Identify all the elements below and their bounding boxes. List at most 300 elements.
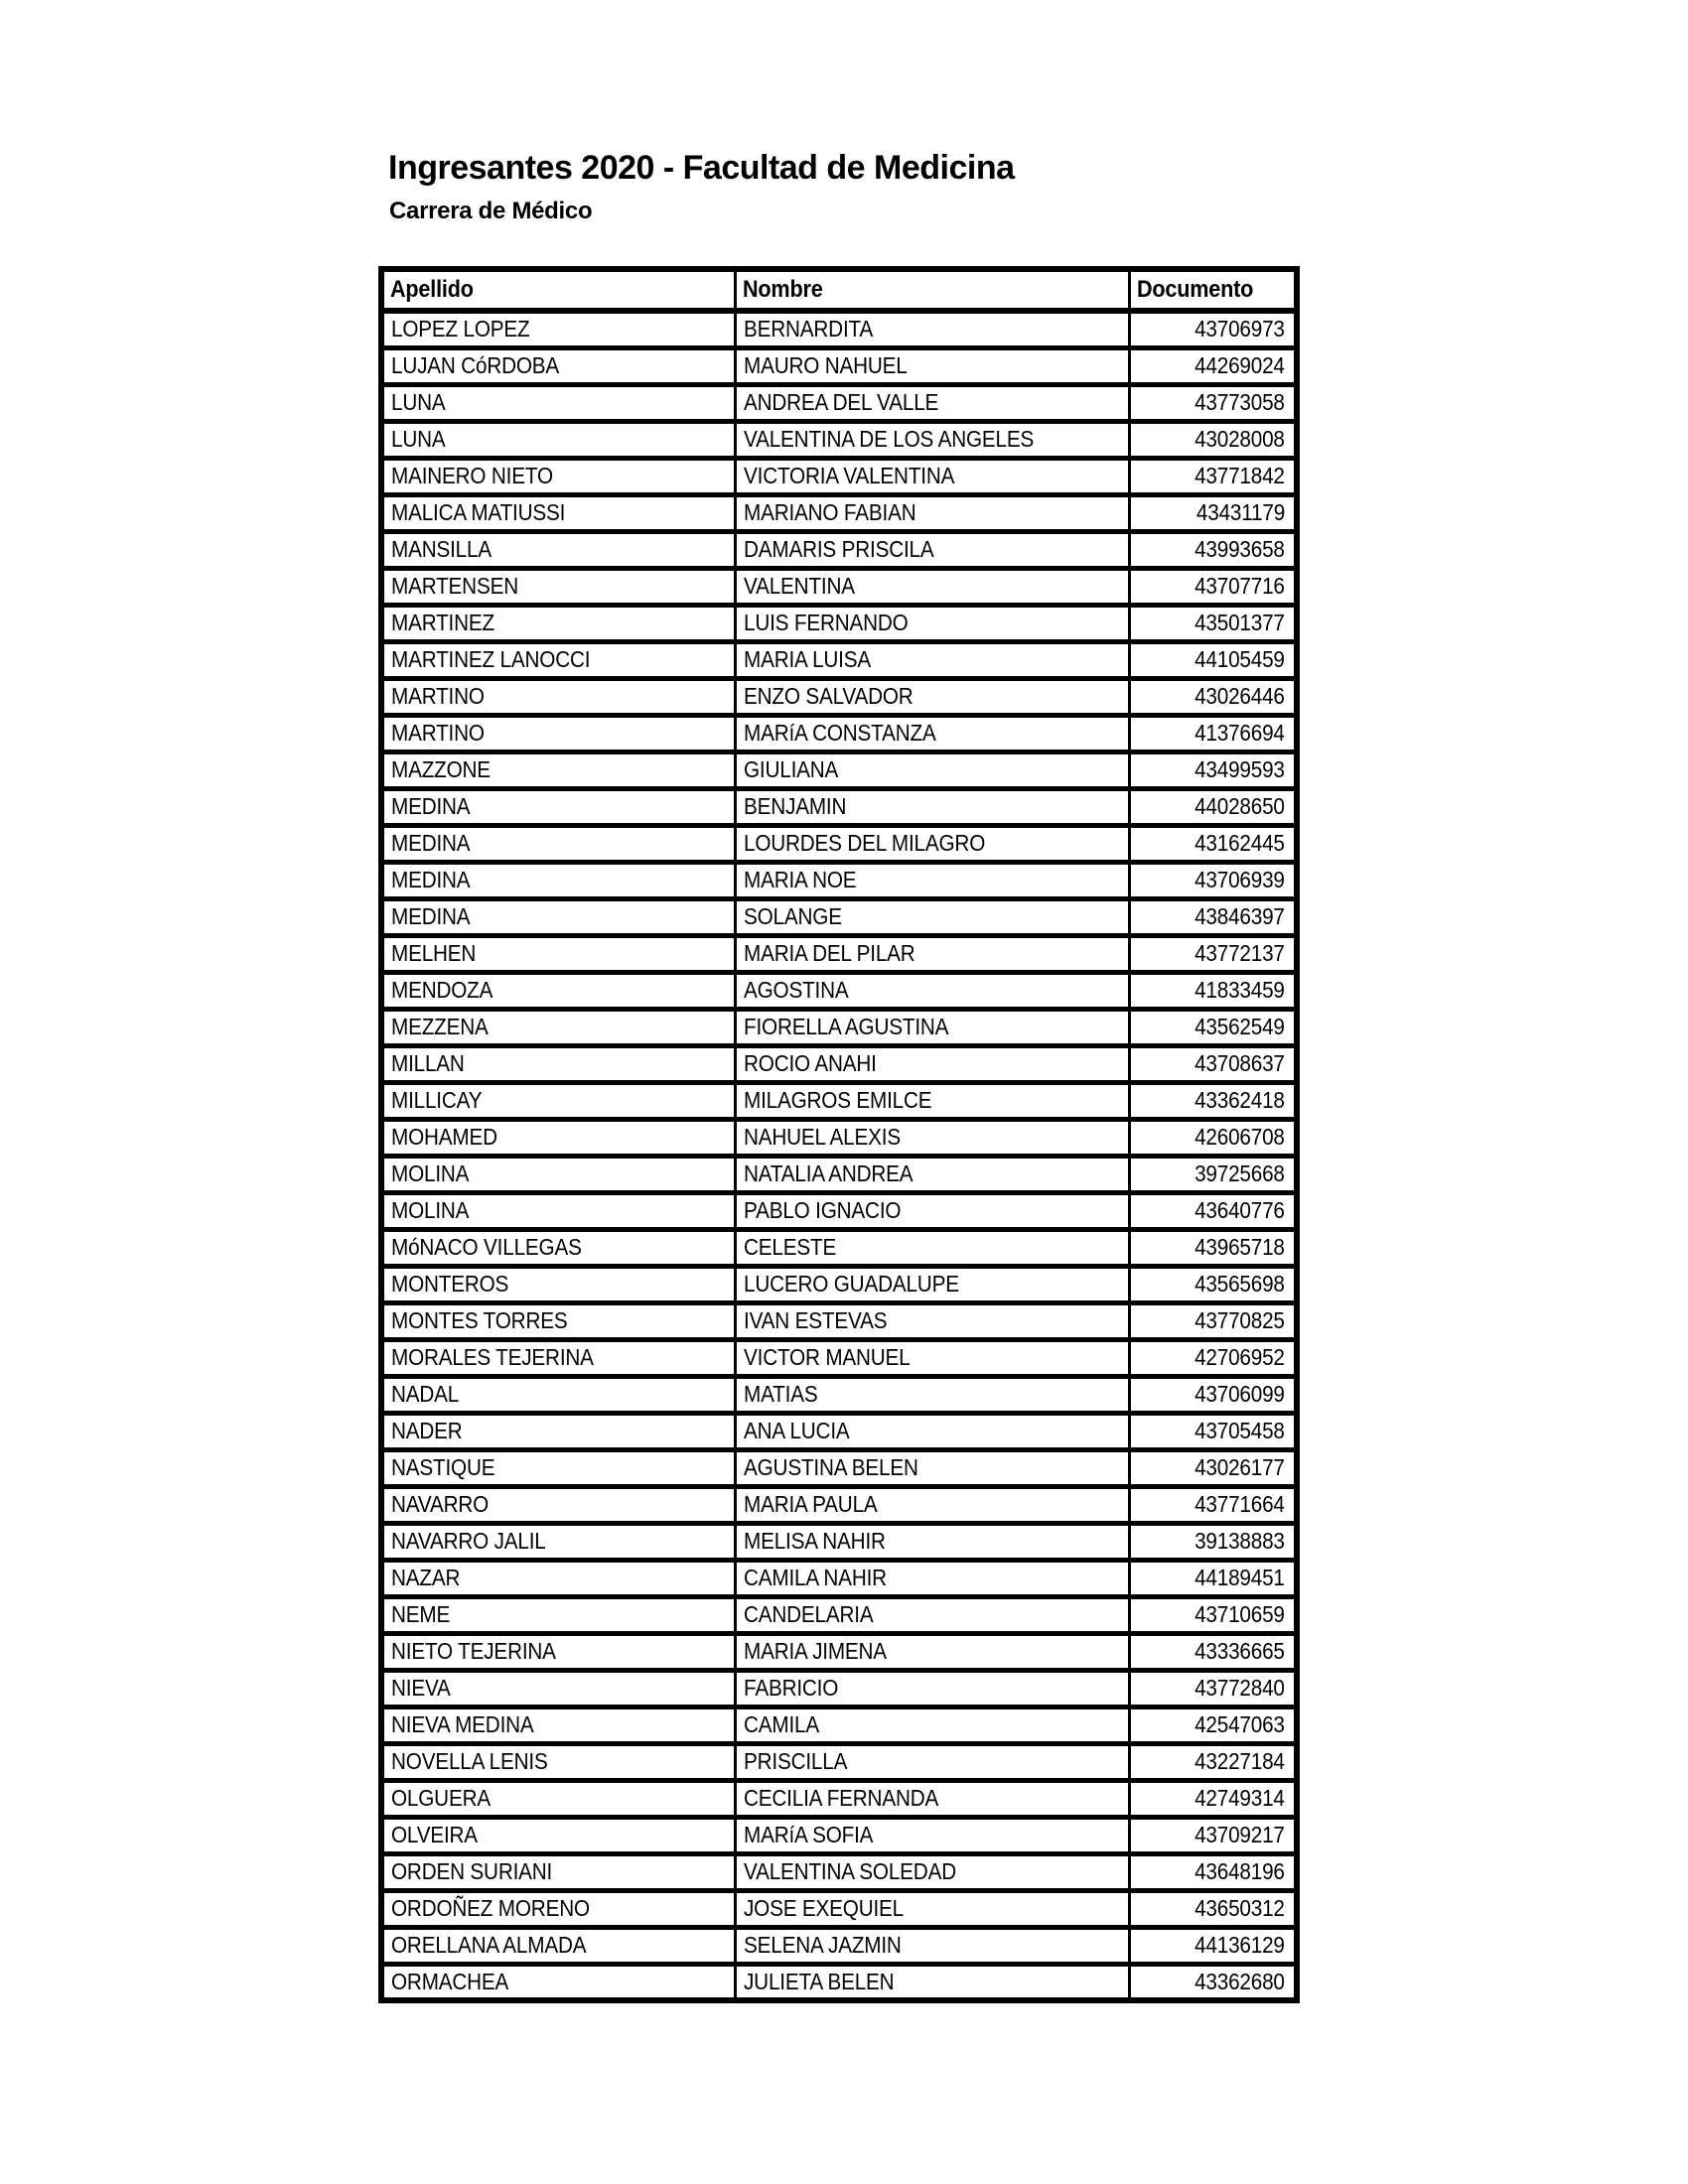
nombre-cell-text: MARíA SOFIA — [743, 1822, 873, 1847]
nombre-cell — [735, 641, 1129, 678]
apellido-cell — [381, 1119, 735, 1156]
nombre-cell — [735, 972, 1129, 1009]
table-body — [381, 311, 1297, 2000]
documento-cell-text: 43362418 — [1195, 1087, 1285, 1113]
nombre-cell — [735, 1523, 1129, 1560]
nombre-cell — [735, 1817, 1129, 1853]
documento-cell-text: 43771664 — [1195, 1491, 1285, 1517]
apellido-cell-text: NADAL — [391, 1381, 460, 1407]
documento-cell — [1129, 1670, 1297, 1706]
apellido-cell — [381, 1633, 735, 1670]
documento-cell-text: 43227184 — [1195, 1748, 1285, 1774]
documento-cell — [1129, 384, 1297, 421]
apellido-cell — [381, 1890, 735, 1927]
nombre-cell-text: VALENTINA SOLEDAD — [743, 1858, 956, 1884]
nombre-cell — [735, 1670, 1129, 1706]
apellido-cell — [381, 1266, 735, 1302]
table-row — [381, 1156, 1297, 1192]
documento-cell — [1129, 1192, 1297, 1229]
apellido-cell-text: LUNA — [391, 426, 446, 452]
documento-cell — [1129, 715, 1297, 751]
apellido-cell-text: ORMACHEA — [391, 1968, 509, 1994]
nombre-cell — [735, 1339, 1129, 1376]
nombre-cell — [735, 1890, 1129, 1927]
documento-cell — [1129, 1596, 1297, 1633]
documento-cell-text: 44028650 — [1195, 793, 1285, 819]
table-row — [381, 531, 1297, 568]
documento-cell — [1129, 1413, 1297, 1449]
nombre-cell-text: FIORELLA AGUSTINA — [743, 1014, 948, 1039]
column-header-nombre — [735, 269, 1129, 311]
documento-cell-text: 39138883 — [1195, 1528, 1285, 1554]
nombre-cell-text: VICTORIA VALENTINA — [743, 463, 954, 488]
nombre-cell-text: JULIETA BELEN — [743, 1968, 894, 1994]
nombre-cell — [735, 1927, 1129, 1964]
apellido-cell-text: MARTINEZ — [391, 610, 494, 635]
documento-cell-text: 44189451 — [1195, 1565, 1285, 1590]
table-row — [381, 568, 1297, 605]
apellido-cell — [381, 1853, 735, 1890]
documento-cell-text: 43026177 — [1195, 1454, 1285, 1480]
nombre-cell-text: CELESTE — [743, 1234, 836, 1260]
apellido-cell-text: MAZZONE — [391, 756, 491, 782]
nombre-cell-text: AGOSTINA — [743, 977, 849, 1003]
nombre-cell — [735, 898, 1129, 935]
apellido-cell — [381, 1302, 735, 1339]
documento-cell — [1129, 1706, 1297, 1743]
documento-cell-text: 44136129 — [1195, 1932, 1285, 1958]
documento-cell — [1129, 1339, 1297, 1376]
table-row — [381, 825, 1297, 862]
apellido-cell-text: NIEVA — [391, 1675, 451, 1701]
nombre-cell-text: DAMARIS PRISCILA — [743, 536, 934, 562]
table-row — [381, 1009, 1297, 1045]
table-row — [381, 1817, 1297, 1853]
documento-cell — [1129, 494, 1297, 531]
nombre-cell-text: MARIA LUISA — [743, 646, 871, 672]
documento-cell — [1129, 1119, 1297, 1156]
header-row — [381, 269, 1297, 311]
documento-cell — [1129, 1743, 1297, 1780]
nombre-cell — [735, 1706, 1129, 1743]
apellido-cell — [381, 641, 735, 678]
apellido-cell — [381, 1376, 735, 1413]
table-row — [381, 641, 1297, 678]
documento-cell — [1129, 898, 1297, 935]
documento-cell-text: 43362680 — [1195, 1968, 1285, 1994]
apellido-cell-text: ORELLANA ALMADA — [391, 1932, 587, 1958]
apellido-cell — [381, 715, 735, 751]
nombre-cell — [735, 1156, 1129, 1192]
apellido-cell-text: MEDINA — [391, 830, 471, 856]
nombre-cell — [735, 788, 1129, 825]
documento-cell — [1129, 1890, 1297, 1927]
table-row — [381, 311, 1297, 347]
apellido-cell-text: MOHAMED — [391, 1124, 497, 1150]
table-row — [381, 1192, 1297, 1229]
nombre-cell — [735, 1449, 1129, 1486]
nombre-cell-text: BENJAMIN — [743, 793, 846, 819]
apellido-cell — [381, 862, 735, 898]
table-row — [381, 1670, 1297, 1706]
documento-cell-text: 43650312 — [1195, 1895, 1285, 1921]
nombre-cell-text: MARIA DEL PILAR — [743, 940, 915, 966]
documento-cell — [1129, 862, 1297, 898]
apellido-cell — [381, 935, 735, 972]
documento-cell — [1129, 1964, 1297, 2000]
nombre-cell-text: LUIS FERNANDO — [743, 610, 909, 635]
table-row — [381, 1964, 1297, 2000]
nombre-cell — [735, 1119, 1129, 1156]
documento-cell-text: 42749314 — [1195, 1785, 1285, 1811]
nombre-cell-text: BERNARDITA — [743, 316, 873, 342]
documento-cell — [1129, 458, 1297, 494]
apellido-cell-text: MANSILLA — [391, 536, 492, 562]
documento-cell-text: 43705458 — [1195, 1418, 1285, 1443]
nombre-cell — [735, 458, 1129, 494]
nombre-cell — [735, 568, 1129, 605]
documento-cell-text: 43708637 — [1195, 1050, 1285, 1076]
table-row — [381, 1523, 1297, 1560]
documento-cell — [1129, 421, 1297, 458]
apellido-cell-text: MEDINA — [391, 903, 471, 929]
apellido-cell — [381, 1486, 735, 1523]
apellido-cell — [381, 384, 735, 421]
apellido-cell — [381, 311, 735, 347]
apellido-cell-text: ORDEN SURIANI — [391, 1858, 553, 1884]
table-row — [381, 1302, 1297, 1339]
documento-cell-text: 43710659 — [1195, 1601, 1285, 1627]
table-row — [381, 1045, 1297, 1082]
nombre-cell-text: CAMILA NAHIR — [743, 1565, 887, 1590]
apellido-cell-text: NASTIQUE — [391, 1454, 495, 1480]
apellido-cell-text: NIEVA MEDINA — [391, 1711, 534, 1737]
documento-cell-text: 43501377 — [1195, 610, 1285, 635]
apellido-cell-text: LOPEZ LOPEZ — [391, 316, 530, 342]
nombre-cell-text: CAMILA — [743, 1711, 819, 1737]
nombre-cell-text: FABRICIO — [743, 1675, 838, 1701]
nombre-cell-text: PABLO IGNACIO — [743, 1197, 901, 1223]
apellido-cell — [381, 458, 735, 494]
documento-cell-text: 44269024 — [1195, 352, 1285, 378]
apellido-cell-text: MALICA MATIUSSI — [391, 499, 566, 525]
documento-cell-text: 43709217 — [1195, 1822, 1285, 1847]
nombre-cell-text: CECILIA FERNANDA — [743, 1785, 938, 1811]
documento-cell — [1129, 1045, 1297, 1082]
nombre-cell-text: ENZO SALVADOR — [743, 683, 914, 709]
nombre-cell — [735, 1964, 1129, 2000]
table-row — [381, 1743, 1297, 1780]
documento-cell — [1129, 641, 1297, 678]
apellido-cell-text: OLGUERA — [391, 1785, 491, 1811]
nombre-cell-text: GIULIANA — [743, 756, 838, 782]
table-row — [381, 1706, 1297, 1743]
documento-cell — [1129, 1633, 1297, 1670]
table-row — [381, 788, 1297, 825]
documento-cell-text: 43562549 — [1195, 1014, 1285, 1039]
documento-cell-text: 43707716 — [1195, 573, 1285, 599]
apellido-cell — [381, 1229, 735, 1266]
table-row — [381, 1119, 1297, 1156]
table-row — [381, 421, 1297, 458]
documento-cell — [1129, 1449, 1297, 1486]
apellido-cell — [381, 1670, 735, 1706]
nombre-cell-text: MATIAS — [743, 1381, 817, 1407]
apellido-cell — [381, 568, 735, 605]
documento-cell-text: 43771842 — [1195, 463, 1285, 488]
nombre-cell-text: SOLANGE — [743, 903, 842, 929]
nombre-cell-text: VALENTINA — [743, 573, 855, 599]
nombre-cell — [735, 1192, 1129, 1229]
documento-cell — [1129, 972, 1297, 1009]
apellido-cell-text: LUNA — [391, 389, 446, 415]
documento-cell-text: 43706099 — [1195, 1381, 1285, 1407]
nombre-cell-text: MELISA NAHIR — [743, 1528, 886, 1554]
nombre-cell — [735, 1413, 1129, 1449]
documento-cell-text: 41833459 — [1195, 977, 1285, 1003]
apellido-cell — [381, 421, 735, 458]
nombre-cell-text: MARIA JIMENA — [743, 1638, 887, 1664]
table-row — [381, 862, 1297, 898]
apellido-cell-text: ORDOÑEZ MORENO — [391, 1895, 590, 1921]
apellido-cell — [381, 494, 735, 531]
table-row — [381, 1853, 1297, 1890]
apellido-cell-text: NADER — [391, 1418, 463, 1443]
documento-cell — [1129, 568, 1297, 605]
nombre-cell — [735, 384, 1129, 421]
nombre-cell-text: VALENTINA DE LOS ANGELES — [743, 426, 1034, 452]
table-row — [381, 1082, 1297, 1119]
nombre-cell-text: JOSE EXEQUIEL — [743, 1895, 904, 1921]
nombre-cell-text: ROCIO ANAHI — [743, 1050, 877, 1076]
nombre-cell-text: IVAN ESTEVAS — [743, 1307, 887, 1333]
nombre-cell — [735, 421, 1129, 458]
documento-cell — [1129, 1927, 1297, 1964]
nombre-cell-text: NATALIA ANDREA — [743, 1160, 913, 1186]
apellido-cell — [381, 1009, 735, 1045]
documento-cell-text: 43846397 — [1195, 903, 1285, 929]
nombre-cell-text: CANDELARIA — [743, 1601, 873, 1627]
nombre-cell-text: SELENA JAZMIN — [743, 1932, 902, 1958]
apellido-cell-text: OLVEIRA — [391, 1822, 478, 1847]
apellido-cell — [381, 972, 735, 1009]
table-row — [381, 384, 1297, 421]
table-row — [381, 1449, 1297, 1486]
apellido-cell — [381, 678, 735, 715]
nombre-cell — [735, 494, 1129, 531]
nombre-cell-text: MARíA CONSTANZA — [743, 720, 936, 746]
documento-cell — [1129, 1376, 1297, 1413]
nombre-cell — [735, 1596, 1129, 1633]
apellido-cell — [381, 1780, 735, 1817]
nombre-cell — [735, 862, 1129, 898]
apellido-cell — [381, 751, 735, 788]
documento-cell — [1129, 347, 1297, 384]
table-row — [381, 1486, 1297, 1523]
table-row — [381, 1229, 1297, 1266]
documento-cell — [1129, 605, 1297, 641]
apellido-cell — [381, 898, 735, 935]
nombre-cell — [735, 1045, 1129, 1082]
documento-cell-text: 43706939 — [1195, 867, 1285, 892]
documento-cell — [1129, 1560, 1297, 1596]
table-row — [381, 1927, 1297, 1964]
nombre-cell-text: MAURO NAHUEL — [743, 352, 908, 378]
documento-cell — [1129, 1156, 1297, 1192]
column-header-documento — [1129, 269, 1297, 311]
documento-cell — [1129, 1302, 1297, 1339]
apellido-cell-text: MONTEROS — [391, 1271, 509, 1297]
documento-cell — [1129, 1523, 1297, 1560]
table-row — [381, 935, 1297, 972]
page-title: Ingresantes 2020 - Facultad de Medicina — [388, 149, 1015, 187]
documento-cell-text: 39725668 — [1195, 1160, 1285, 1186]
apellido-cell-text: MAINERO NIETO — [391, 463, 553, 488]
documento-cell — [1129, 935, 1297, 972]
apellido-cell-text: NAVARRO — [391, 1491, 490, 1517]
column-header-apellido-label: Apellido — [390, 276, 474, 303]
apellido-cell-text: MILLICAY — [391, 1087, 483, 1113]
nombre-cell — [735, 1560, 1129, 1596]
apellido-cell — [381, 1082, 735, 1119]
apellido-cell — [381, 1449, 735, 1486]
nombre-cell — [735, 715, 1129, 751]
nombre-cell — [735, 605, 1129, 641]
nombre-cell — [735, 1266, 1129, 1302]
apellido-cell — [381, 1964, 735, 2000]
table-header — [381, 269, 1297, 311]
documento-cell-text: 43770825 — [1195, 1307, 1285, 1333]
documento-cell-text: 41376694 — [1195, 720, 1285, 746]
documento-cell-text: 42706952 — [1195, 1344, 1285, 1370]
nombre-cell — [735, 1376, 1129, 1413]
nombre-cell — [735, 1853, 1129, 1890]
apellido-cell — [381, 788, 735, 825]
table-row — [381, 1780, 1297, 1817]
documento-cell — [1129, 1229, 1297, 1266]
apellido-cell-text: LUJAN CóRDOBA — [391, 352, 560, 378]
documento-cell — [1129, 531, 1297, 568]
apellido-cell — [381, 1596, 735, 1633]
nombre-cell-text: ANDREA DEL VALLE — [743, 389, 938, 415]
documento-cell-text: 43499593 — [1195, 756, 1285, 782]
nombre-cell-text: ANA LUCIA — [743, 1418, 850, 1443]
documento-cell-text: 43772840 — [1195, 1675, 1285, 1701]
apellido-cell-text: NEME — [391, 1601, 451, 1627]
nombre-cell-text: MARIA NOE — [743, 867, 856, 892]
apellido-cell-text: NAVARRO JALIL — [391, 1528, 546, 1554]
apellido-cell-text: MEDINA — [391, 793, 471, 819]
table-row — [381, 751, 1297, 788]
documento-cell-text: 43648196 — [1195, 1858, 1285, 1884]
table-row — [381, 1339, 1297, 1376]
documento-cell-text: 43336665 — [1195, 1638, 1285, 1664]
column-header-documento-label: Documento — [1136, 276, 1253, 303]
apellido-cell-text: MOLINA — [391, 1160, 470, 1186]
documento-cell — [1129, 825, 1297, 862]
apellido-cell — [381, 1743, 735, 1780]
apellido-cell-text: MELHEN — [391, 940, 477, 966]
documento-cell-text: 43028008 — [1195, 426, 1285, 452]
apellido-cell-text: MARTINO — [391, 683, 485, 709]
documento-cell-text: 43772137 — [1195, 940, 1285, 966]
nombre-cell — [735, 1009, 1129, 1045]
table-row — [381, 1413, 1297, 1449]
documento-cell-text: 43162445 — [1195, 830, 1285, 856]
apellido-cell — [381, 1339, 735, 1376]
documento-cell — [1129, 678, 1297, 715]
documento-cell-text: 43565698 — [1195, 1271, 1285, 1297]
documento-cell — [1129, 1266, 1297, 1302]
apellido-cell-text: MARTINO — [391, 720, 485, 746]
nombre-cell-text: PRISCILLA — [743, 1748, 847, 1774]
documento-cell — [1129, 1082, 1297, 1119]
apellido-cell-text: MEZZENA — [391, 1014, 489, 1039]
apellido-cell-text: NAZAR — [391, 1565, 461, 1590]
table-row — [381, 347, 1297, 384]
nombre-cell-text: MARIA PAULA — [743, 1491, 878, 1517]
column-header-apellido — [381, 269, 735, 311]
table-row — [381, 605, 1297, 641]
nombre-cell-text: LUCERO GUADALUPE — [743, 1271, 959, 1297]
documento-cell — [1129, 1817, 1297, 1853]
apellido-cell-text: MORALES TEJERINA — [391, 1344, 594, 1370]
table-row — [381, 1376, 1297, 1413]
nombre-cell-text: VICTOR MANUEL — [743, 1344, 911, 1370]
documento-cell-text: 43965718 — [1195, 1234, 1285, 1260]
apellido-cell-text: MEDINA — [391, 867, 471, 892]
documento-cell-text: 43026446 — [1195, 683, 1285, 709]
documento-cell-text: 43706973 — [1195, 316, 1285, 342]
nombre-cell — [735, 311, 1129, 347]
apellido-cell — [381, 1927, 735, 1964]
table-row — [381, 715, 1297, 751]
nombre-cell — [735, 1633, 1129, 1670]
nombre-cell — [735, 531, 1129, 568]
nombre-cell — [735, 751, 1129, 788]
table-row — [381, 458, 1297, 494]
nombre-cell — [735, 1743, 1129, 1780]
apellido-cell-text: MENDOZA — [391, 977, 493, 1003]
nombre-cell-text: MARIANO FABIAN — [743, 499, 915, 525]
apellido-cell — [381, 605, 735, 641]
table-row — [381, 1560, 1297, 1596]
apellido-cell — [381, 1156, 735, 1192]
nombre-cell-text: LOURDES DEL MILAGRO — [743, 830, 985, 856]
nombre-cell — [735, 935, 1129, 972]
documento-cell — [1129, 311, 1297, 347]
apellido-cell-text: MARTINEZ LANOCCI — [391, 646, 591, 672]
apellido-cell-text: NIETO TEJERINA — [391, 1638, 556, 1664]
nombre-cell — [735, 1302, 1129, 1339]
table-row — [381, 1266, 1297, 1302]
documento-cell — [1129, 751, 1297, 788]
page-subtitle: Carrera de Médico — [389, 198, 593, 224]
apellido-cell — [381, 1045, 735, 1082]
nombre-cell-text: AGUSTINA BELEN — [743, 1454, 918, 1480]
nombre-cell — [735, 347, 1129, 384]
column-header-nombre-label: Nombre — [742, 276, 823, 303]
nombre-cell — [735, 825, 1129, 862]
table-row — [381, 494, 1297, 531]
documento-cell-text: 43431179 — [1196, 499, 1285, 525]
apellido-cell — [381, 531, 735, 568]
documento-cell — [1129, 788, 1297, 825]
nombre-cell — [735, 1486, 1129, 1523]
table-row — [381, 1633, 1297, 1670]
apellido-cell — [381, 1706, 735, 1743]
apellido-cell — [381, 1523, 735, 1560]
